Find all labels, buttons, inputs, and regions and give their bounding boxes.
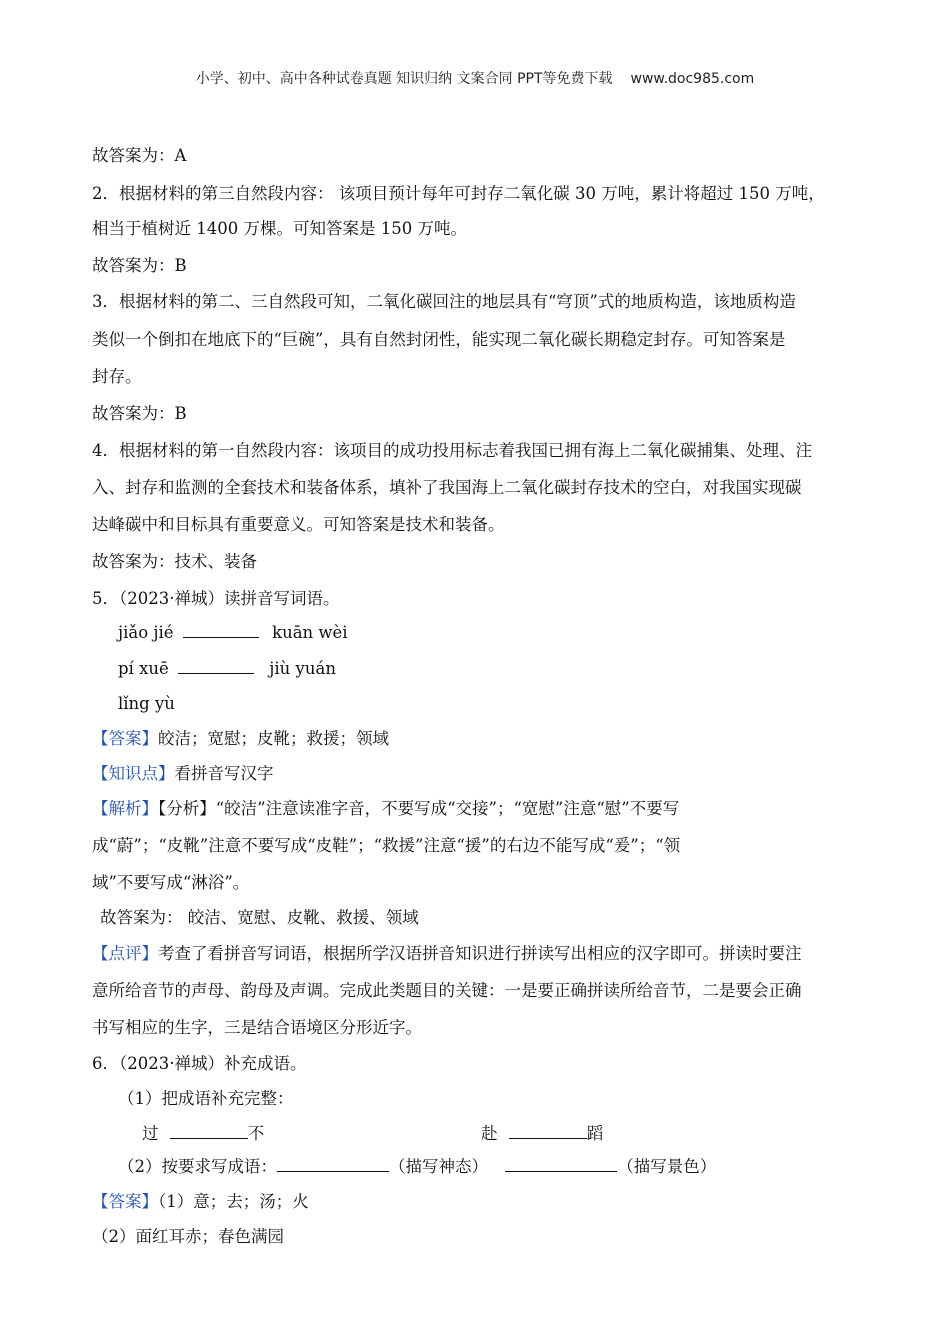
idiom1-char-a: 过 bbox=[142, 1124, 159, 1143]
q6-answer1: （1）意；去；汤；火 bbox=[158, 1192, 309, 1211]
q5-answer: 皎洁；宽慰；皮靴；救援；领域 bbox=[158, 729, 389, 748]
q6-answer2: （2）面红耳赤；春色满园 bbox=[92, 1227, 284, 1246]
q5-comment2: 意所给音节的声母、韵母及声调。完成此类题目的关键：一是要正确拼读所给音节，二是要会正确 bbox=[92, 981, 802, 1000]
idiom2-blank[interactable] bbox=[509, 1123, 587, 1139]
pinyin-5: lǐng yù bbox=[118, 694, 175, 713]
page-header bbox=[0, 68, 950, 90]
q4-line3: 达峰碳中和目标具有重要意义。可知答案是技术和装备。 bbox=[92, 515, 505, 534]
blank-3[interactable] bbox=[178, 658, 254, 674]
q5-analysis-line1 bbox=[92, 798, 950, 820]
q3-line1: 3．根据材料的第二、三自然段可知，二氧化碳回注的地层具有“穹顶”式的地质构造，该地质构造 bbox=[92, 292, 796, 311]
idiom2-char-b: 蹈 bbox=[586, 1124, 604, 1143]
q5-knowledge: 看拼音写汉字 bbox=[174, 764, 274, 783]
analysis-tag: 【解析】 bbox=[92, 799, 158, 818]
q3-line2: 类似一个倒扣在地底下的“巨碗”，具有自然封闭性，能实现二氧化碳长期稳定封存。可知答案是 bbox=[92, 330, 786, 349]
hint-jingse: （描写景色） bbox=[617, 1157, 717, 1176]
q4-line2: 入、封存和监测的全套技术和装备体系，填补了我国海上二氧化碳封存技术的空白，对我国实现碳 bbox=[92, 478, 802, 497]
q6-sub2-line bbox=[118, 1156, 950, 1178]
shentai-blank[interactable] bbox=[277, 1156, 389, 1172]
q2-line1: 2．根据材料的第三自然段内容： 该项目预计每年可封存二氧化碳 30 万吨，累计将超过 150 万吨， bbox=[92, 184, 825, 203]
q6-idiom-row2 bbox=[481, 1123, 950, 1145]
knowledge-tag: 【知识点】 bbox=[92, 764, 175, 783]
pinyin-2: kuān wèi bbox=[272, 623, 348, 642]
idiom2-char-a: 赴 bbox=[481, 1124, 498, 1143]
pinyin-1: jiǎo jié bbox=[118, 623, 174, 642]
q5-title: 5．（2023·禅城）读拼音写词语。 bbox=[92, 589, 340, 608]
hint-shentai: （描写神态） bbox=[389, 1157, 488, 1176]
pinyin-3: pí xuē bbox=[118, 659, 169, 678]
q3-line3: 封存。 bbox=[92, 367, 142, 386]
q2-answer: 故答案为：B bbox=[92, 256, 187, 275]
header-text: 小学、初中、高中各种试卷真题 知识归纳 文案合同 PPT等免费下载 bbox=[195, 71, 613, 87]
q6-sub2: （2）按要求写成语： bbox=[118, 1157, 277, 1176]
q5-answer-line bbox=[92, 728, 950, 750]
header-url[interactable]: www.doc985.com bbox=[630, 71, 755, 87]
q5-analysis1: 【分析】“皎洁”注意读准字音，不要写成“交接”；“宽慰”注意“慰”不要写 bbox=[158, 799, 680, 818]
q5-analysis3: 域”不要写成“淋浴”。 bbox=[92, 873, 250, 892]
q4-answer: 故答案为：技术、装备 bbox=[92, 552, 257, 571]
q5-pinyin-row2 bbox=[118, 658, 950, 680]
q6-answer-tag: 【答案】 bbox=[92, 1192, 158, 1211]
q5-comment3: 书写相应的生字，三是结合语境区分形近字。 bbox=[92, 1018, 422, 1037]
q5-comment1: 考查了看拼音写词语，根据所学汉语拼音知识进行拼读写出相应的汉字即可。拼读时要注 bbox=[158, 944, 802, 963]
idiom1-char-b: 不 bbox=[247, 1124, 265, 1143]
q5-analysis2: 成“蔚”；“皮靴”注意不要写成“皮鞋”；“救援”注意“援”的右边不能写成“爰”；“领 bbox=[92, 836, 681, 855]
blank-1[interactable] bbox=[183, 622, 259, 638]
q6-answer-line1 bbox=[92, 1191, 950, 1213]
q3-answer: 故答案为：B bbox=[92, 404, 187, 423]
comment-tag: 【点评】 bbox=[92, 944, 158, 963]
q5-pinyin-row1 bbox=[118, 622, 950, 644]
q5-knowledge-line bbox=[92, 763, 950, 785]
q5-pinyin-row3 bbox=[118, 693, 950, 715]
q6-sub1: （1）把成语补充完整： bbox=[118, 1089, 294, 1108]
answer-tag: 【答案】 bbox=[92, 729, 158, 748]
q4-line1: 4．根据材料的第一自然段内容：该项目的成功投用标志着我国已拥有海上二氧化碳捕集、处理、注 bbox=[92, 441, 812, 460]
q5-comment-line1 bbox=[92, 943, 950, 965]
q5-final: 故答案为： 皎洁、宽慰、皮靴、救援、领域 bbox=[100, 908, 419, 927]
pinyin-4: jiù yuán bbox=[269, 659, 336, 678]
q2-line2: 相当于植树近 1400 万棵。可知答案是 150 万吨。 bbox=[92, 219, 467, 238]
idiom1-blank[interactable] bbox=[170, 1123, 248, 1139]
jingse-blank[interactable] bbox=[505, 1156, 617, 1172]
q6-title: 6．（2023·禅城）补充成语。 bbox=[92, 1054, 307, 1073]
q1-answer: 故答案为：A bbox=[92, 146, 187, 165]
